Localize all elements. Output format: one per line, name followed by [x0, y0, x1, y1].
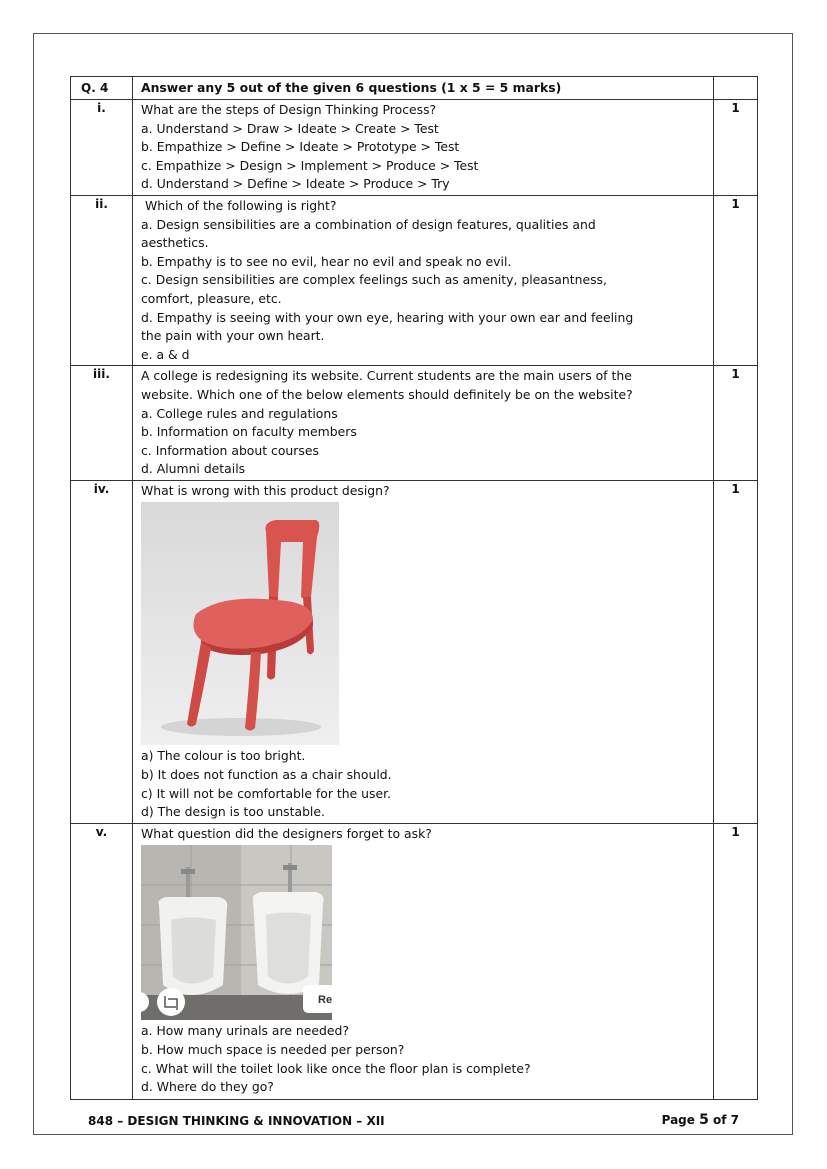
marks-value: 1 [714, 195, 758, 365]
option-line: c. Design sensibilities are complex feelings such as amenity, pleasantness, [141, 272, 607, 288]
option-line: comfort, pleasure, etc. [141, 290, 282, 306]
table-row [71, 100, 758, 196]
sub-question-number: iv. [71, 480, 133, 823]
option-line: d. Empathy is seeing with your own eye, hearing with your own ear and feeling [141, 309, 634, 325]
red-chair-image [141, 502, 339, 745]
question-line: What is wrong with this product design? [141, 482, 390, 498]
option-line: a) The colour is too bright. [141, 748, 306, 764]
question-line: What question did the designers forget to ask? [141, 825, 432, 841]
question-line: A college is redesigning its website. Current students are the main users of the [141, 368, 632, 384]
option-line: d. Understand > Define > Ideate > Produce > Try [141, 176, 450, 192]
table-row [71, 823, 758, 1099]
question-line: Which of the following is right? [141, 197, 337, 213]
option-line: d) The design is too unstable. [141, 804, 325, 820]
option-line: b) It does not function as a chair should. [141, 767, 392, 783]
table-row [71, 366, 758, 481]
sub-question-number: v. [71, 823, 133, 1099]
option-line: b. Empathize > Define > Ideate > Prototype > Test [141, 139, 460, 155]
option-line: a. College rules and regulations [141, 405, 338, 421]
option-line: a. Design sensibilities are a combination of design features, qualities and [141, 216, 596, 232]
image-overlay-text: Re [318, 994, 332, 1007]
marks-value: 1 [714, 480, 758, 823]
page-total: of 7 [708, 1113, 739, 1127]
option-line: c. Empathize > Design > Implement > Produce > Test [141, 157, 479, 173]
page-label: Page [661, 1113, 700, 1127]
option-line: e. a & d [141, 346, 190, 362]
option-line: d. Where do they go? [141, 1079, 274, 1095]
option-line: c. What will the toilet look like once the floor plan is complete? [141, 1060, 531, 1076]
option-line: c) It will not be comfortable for the user. [141, 785, 391, 801]
table-row [71, 480, 758, 823]
option-line: aesthetics. [141, 235, 209, 251]
question-text [133, 195, 714, 365]
option-line: c. Information about courses [141, 442, 319, 458]
sub-question-number: iii. [71, 366, 133, 481]
sub-question-number: i. [71, 100, 133, 196]
question-table [70, 76, 758, 1100]
option-line: b. Information on faculty members [141, 424, 357, 440]
footer-course-title: 848 – DESIGN THINKING & INNOVATION – XII [88, 1114, 385, 1128]
marks-value: 1 [714, 823, 758, 1099]
option-line: d. Alumni details [141, 461, 246, 477]
question-text [133, 823, 714, 1099]
marks-header [714, 77, 758, 100]
option-line: the pain with your own heart. [141, 328, 325, 344]
question-text [133, 100, 714, 196]
question-number: Q. 4 [71, 77, 133, 100]
page-current: 5 [699, 1112, 709, 1128]
question-line: website. Which one of the below elements should definitely be on the website? [141, 386, 633, 402]
question-instruction: Answer any 5 out of the given 6 questions (1 x 5 = 5 marks) [133, 77, 714, 100]
option-line: b. Empathy is to see no evil, hear no evil and speak no evil. [141, 253, 512, 269]
urinals-image [141, 845, 332, 1020]
footer-page-number [662, 1112, 739, 1128]
table-row [71, 195, 758, 365]
option-line: a. How many urinals are needed? [141, 1023, 349, 1039]
question-line: What are the steps of Design Thinking Process? [141, 102, 437, 117]
marks-value: 1 [714, 100, 758, 196]
option-line: a. Understand > Draw > Ideate > Create > Test [141, 120, 439, 136]
question-text [133, 480, 714, 823]
sub-question-number: ii. [71, 195, 133, 365]
question-text [133, 366, 714, 481]
marks-value: 1 [714, 366, 758, 481]
table-header-row [71, 77, 758, 100]
option-line: b. How much space is needed per person? [141, 1042, 405, 1058]
